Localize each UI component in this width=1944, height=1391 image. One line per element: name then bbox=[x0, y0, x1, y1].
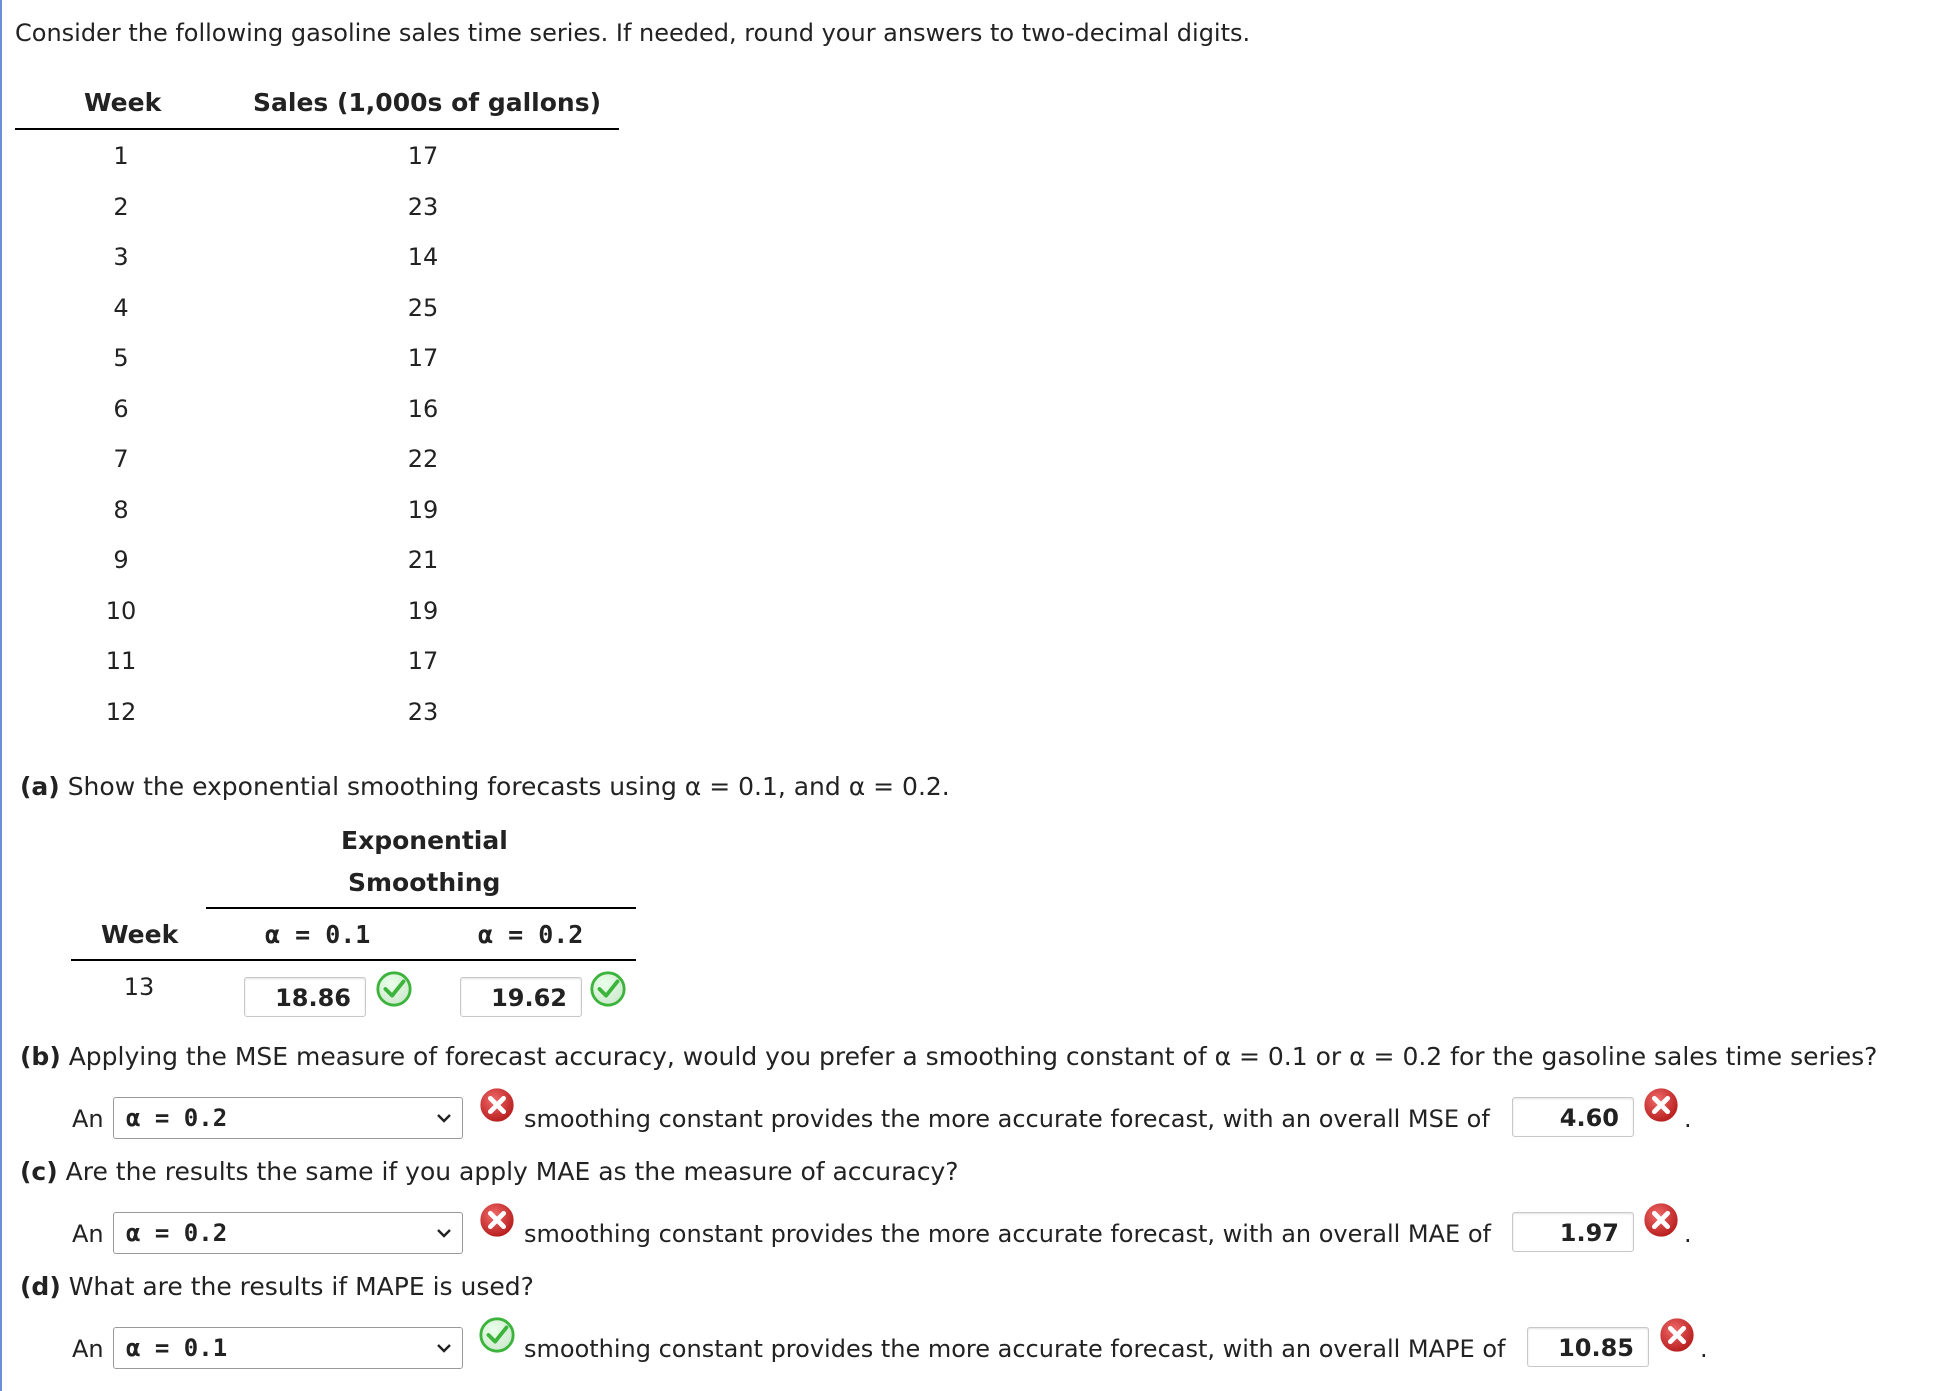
week-cell: 9 bbox=[113, 546, 129, 574]
part-d-prefix: An bbox=[72, 1335, 104, 1363]
incorrect-x-icon bbox=[478, 1201, 516, 1239]
part-c-suffix: . bbox=[1684, 1220, 1692, 1248]
col-alpha-02: α = 0.2 bbox=[478, 920, 584, 949]
sales-cell: 16 bbox=[407, 394, 439, 423]
sales-cell: 19 bbox=[407, 596, 439, 625]
part-c-text: Are the results the same if you apply MAE as the measure of accuracy? bbox=[65, 1157, 959, 1186]
week-cell: 2 bbox=[113, 192, 129, 221]
sales-cell: 22 bbox=[407, 445, 439, 473]
exp-group-rule bbox=[206, 907, 636, 909]
part-b-suffix: . bbox=[1684, 1105, 1692, 1133]
col-week: Week bbox=[101, 920, 179, 949]
incorrect-x-icon bbox=[1642, 1201, 1680, 1239]
week-cell: 6 bbox=[113, 394, 129, 423]
part-c-question bbox=[20, 1157, 959, 1186]
part-b-alpha-select[interactable] bbox=[113, 1097, 463, 1139]
part-b-prefix: An bbox=[72, 1105, 104, 1133]
forecast-alpha-01-input[interactable]: 18.86 bbox=[244, 977, 366, 1017]
correct-check-icon bbox=[375, 970, 413, 1008]
incorrect-x-icon bbox=[1642, 1086, 1680, 1124]
part-c-alpha-select[interactable] bbox=[113, 1212, 463, 1254]
week-cell: 8 bbox=[113, 495, 129, 524]
incorrect-x-icon bbox=[478, 1086, 516, 1124]
chevron-down-icon bbox=[436, 1227, 452, 1239]
sales-cell: 17 bbox=[407, 647, 439, 675]
mae-value-input[interactable]: 1.97 bbox=[1512, 1212, 1634, 1252]
left-accent-bar bbox=[0, 0, 2, 1391]
part-b-selected-value: α = 0.2 bbox=[126, 1104, 228, 1132]
part-b-label: (b) bbox=[20, 1042, 61, 1071]
part-a-text: Show the exponential smoothing forecasts using α = 0.1, and α = 0.2. bbox=[67, 772, 950, 801]
chevron-down-icon bbox=[436, 1112, 452, 1124]
part-d-label: (d) bbox=[20, 1272, 61, 1301]
part-d-suffix: . bbox=[1700, 1335, 1708, 1363]
part-d-alpha-select[interactable] bbox=[113, 1327, 463, 1369]
part-b-text: Applying the MSE measure of forecast accuracy, would you prefer a smoothing constant of α = 0.1 or α = 0.2 for the gasoline sales time series? bbox=[68, 1042, 1878, 1071]
col-alpha-01: α = 0.1 bbox=[265, 920, 371, 949]
part-d-selected-value: α = 0.1 bbox=[126, 1334, 228, 1362]
sales-cell: 21 bbox=[407, 546, 439, 574]
header-week: Week bbox=[84, 88, 162, 117]
sales-cell: 19 bbox=[407, 495, 439, 524]
part-c-label: (c) bbox=[20, 1157, 58, 1186]
week-cell: 1 bbox=[113, 142, 129, 170]
week-cell: 10 bbox=[105, 596, 137, 625]
mape-value-input[interactable]: 10.85 bbox=[1527, 1327, 1649, 1367]
sales-cell: 14 bbox=[407, 243, 439, 271]
chevron-down-icon bbox=[436, 1342, 452, 1354]
mse-value-input[interactable]: 4.60 bbox=[1512, 1097, 1634, 1137]
sales-cell: 23 bbox=[407, 192, 439, 221]
part-d-middle: smoothing constant provides the more accurate forecast, with an overall MAPE of bbox=[524, 1335, 1506, 1363]
week-cell: 11 bbox=[105, 647, 137, 675]
week-cell: 3 bbox=[113, 243, 129, 271]
intro-text: Consider the following gasoline sales time series. If needed, round your answers to two-decimal digits. bbox=[15, 19, 1251, 47]
week-cell: 5 bbox=[113, 344, 129, 372]
correct-check-icon bbox=[478, 1316, 516, 1354]
week-header-rule bbox=[71, 959, 636, 961]
table-header-rule bbox=[15, 128, 619, 130]
exp-smoothing-header-1: Exponential bbox=[341, 826, 508, 855]
week-13: 13 bbox=[123, 973, 155, 1001]
sales-cell: 17 bbox=[407, 142, 439, 170]
part-a-label: (a) bbox=[20, 772, 60, 801]
sales-cell: 25 bbox=[407, 293, 439, 322]
incorrect-x-icon bbox=[1658, 1316, 1696, 1354]
week-cell: 4 bbox=[113, 293, 129, 322]
week-cell: 12 bbox=[105, 697, 137, 726]
exp-smoothing-header-2: Smoothing bbox=[348, 868, 501, 897]
part-c-selected-value: α = 0.2 bbox=[126, 1219, 228, 1247]
sales-cell: 23 bbox=[407, 697, 439, 726]
part-b-middle: smoothing constant provides the more accurate forecast, with an overall MSE of bbox=[524, 1105, 1490, 1133]
sales-cell: 17 bbox=[407, 344, 439, 372]
part-d-question bbox=[20, 1272, 534, 1301]
part-c-middle: smoothing constant provides the more accurate forecast, with an overall MAE of bbox=[524, 1220, 1491, 1248]
part-d-text: What are the results if MAPE is used? bbox=[68, 1272, 534, 1301]
forecast-alpha-02-input[interactable]: 19.62 bbox=[460, 977, 582, 1017]
correct-check-icon bbox=[589, 970, 627, 1008]
part-c-prefix: An bbox=[72, 1220, 104, 1248]
part-b-question bbox=[20, 1042, 1877, 1071]
part-a-question bbox=[20, 772, 950, 801]
week-cell: 7 bbox=[113, 445, 129, 473]
header-sales: Sales (1,000s of gallons) bbox=[253, 88, 602, 117]
